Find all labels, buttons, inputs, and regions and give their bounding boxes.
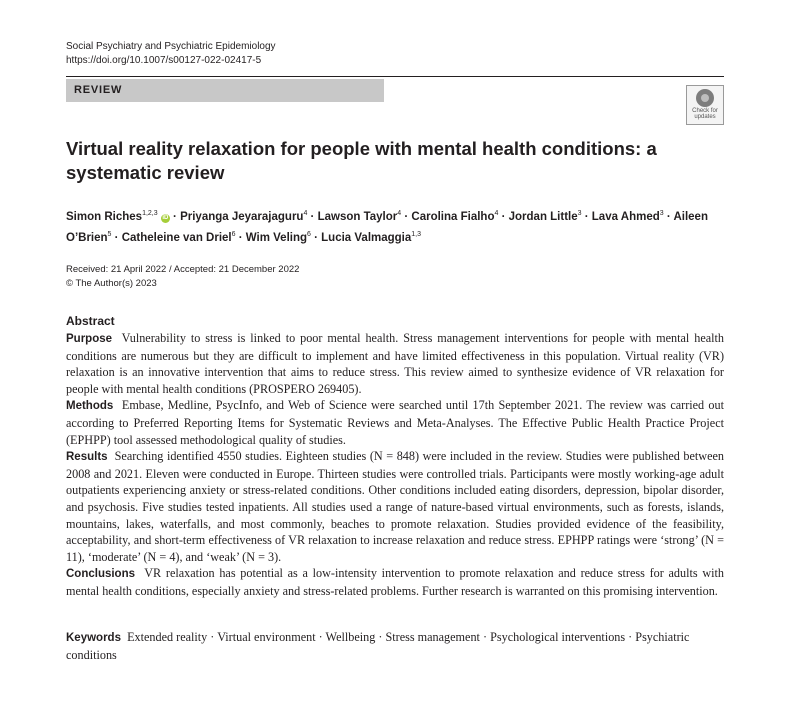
- results-text: Searching identified 4550 studies. Eighteen studies (N = 848) were included in the review. Studies were published between 2008 and 2021. Eleven were conducted in Europe. Thirteen studies were controlled trials. Participants were mostly working-age adult outpatients experiencing anxiety or stress-related conditions. Other conditions included eating disorders, depression, bipolar disorder, and psychosis. Five studies tested inpatients. All studies used a range of nature-based virtual environments, such as forests, islands, mountains, lakes, waterfalls, and most commonly, beaches to promote relaxation. Studies provided evidence of the feasibility, acceptability, and short-term effectiveness of VR relaxation to increase relaxation and reduce stress. EPHPP ratings were ‘strong’ (N = 11), ‘moderate’ (N = 4), and ‘weak’ (N = 3).: [66, 449, 724, 564]
- author-name: Lava Ahmed: [591, 211, 660, 223]
- author-affiliation: 3: [659, 210, 664, 217]
- author-separator: ·: [235, 232, 246, 244]
- author: [246, 232, 311, 244]
- author-affiliation: 3: [577, 210, 582, 217]
- author-name: Carolina Fialho: [411, 211, 495, 223]
- author-name: Simon Riches: [66, 211, 143, 223]
- author: [509, 211, 582, 223]
- author-name: Lucia Valmaggia: [321, 232, 412, 244]
- abstract-results: [66, 448, 724, 565]
- journal-info: [66, 40, 276, 68]
- author-affiliation: 1,2,3: [142, 210, 158, 217]
- author-name: Aileen O’Brien: [66, 211, 708, 244]
- author: [592, 211, 664, 223]
- abstract-purpose: [66, 330, 724, 397]
- conclusions-label: Conclusions: [66, 568, 136, 581]
- header-rule: [66, 76, 724, 77]
- author-affiliation: 4: [494, 210, 499, 217]
- received-accepted: Received: 21 April 2022 / Accepted: 21 December 2022: [66, 264, 300, 275]
- keywords-section: [66, 629, 706, 664]
- check-for-updates-icon: [696, 89, 714, 107]
- author: [180, 211, 307, 223]
- abstract-conclusions: [66, 565, 724, 599]
- keywords-text: Extended reality · Virtual environment · Wellbeing · Stress management · Psychological interventions · Psychiatric conditions: [66, 630, 690, 662]
- article-type-bar: [66, 79, 384, 102]
- check-for-updates-label: Check for updates: [692, 108, 718, 120]
- orcid-icon[interactable]: iD: [162, 215, 169, 221]
- author-separator: ·: [310, 232, 322, 244]
- doi-link[interactable]: https://doi.org/10.1007/s00127-022-02417-5: [66, 55, 262, 66]
- methods-label: Methods: [66, 400, 114, 413]
- check-for-updates-button[interactable]: [686, 85, 724, 125]
- purpose-text: Vulnerability to stress is linked to poor mental health. Stress management interventions for people with mental health conditions are numerous but they are difficult to implement and have limited effectiveness in this population. Virtual reality (VR) relaxation is an innovative intervention that aims to reduce stress. This review aimed to synthesize evidence of VR relaxation for people with mental health conditions (PROSPERO 269405).: [66, 331, 724, 396]
- author-separator: ·: [111, 232, 122, 244]
- author: [321, 232, 421, 244]
- author-separator: ·: [498, 211, 509, 223]
- author: [66, 211, 170, 223]
- author-name: Priyanga Jeyarajaguru: [180, 211, 304, 223]
- author-affiliation: 4: [397, 210, 402, 217]
- article-type-label: REVIEW: [74, 84, 123, 96]
- author-separator: ·: [307, 211, 318, 223]
- article-title: Virtual reality relaxation for people with mental health conditions: a systematic review: [66, 138, 657, 183]
- abstract-heading: Abstract: [66, 314, 115, 328]
- author-separator: ·: [581, 211, 592, 223]
- author-separator: ·: [169, 211, 181, 223]
- publication-dates: [66, 263, 299, 291]
- author-name: Catheleine van Driel: [121, 232, 232, 244]
- abstract-body: [66, 330, 724, 600]
- author-affiliation: 6: [307, 231, 311, 238]
- author-separator: ·: [663, 211, 674, 223]
- author-name: Wim Veling: [245, 232, 308, 244]
- results-label: Results: [66, 451, 108, 464]
- copyright: © The Author(s) 2023: [66, 278, 157, 289]
- author-affiliation: 4: [303, 210, 308, 217]
- author-name: Jordan Little: [508, 211, 578, 223]
- author: [318, 211, 402, 223]
- author-affiliation: 6: [231, 231, 236, 238]
- author-name: Lawson Taylor: [317, 211, 398, 223]
- author-separator: ·: [401, 211, 412, 223]
- author: [411, 211, 498, 223]
- abstract-methods: [66, 397, 724, 448]
- methods-text: Embase, Medline, PsycInfo, and Web of Science were searched until 17th September 2021. The review was carried out according to Preferred Reporting Items for Systematic Reviews and Meta-Analyses. The Effective Public Health Practice Project (EPHPP) tool assessed methodological quality of studies.: [66, 398, 725, 447]
- purpose-label: Purpose: [66, 333, 113, 345]
- keywords-label: Keywords: [66, 632, 121, 644]
- author-affiliation: 1,3: [411, 231, 422, 238]
- conclusions-text: VR relaxation has potential as a low-intensity intervention to promote relaxation and reduce stress for adults with mental health conditions, especially anxiety and stress-related problems. Further research is warranted on this promising intervention.: [66, 566, 724, 598]
- author-list: [66, 205, 726, 247]
- journal-name: Social Psychiatry and Psychiatric Epidemiology: [66, 41, 276, 52]
- author: [122, 232, 236, 244]
- author-affiliation: 5: [107, 231, 112, 238]
